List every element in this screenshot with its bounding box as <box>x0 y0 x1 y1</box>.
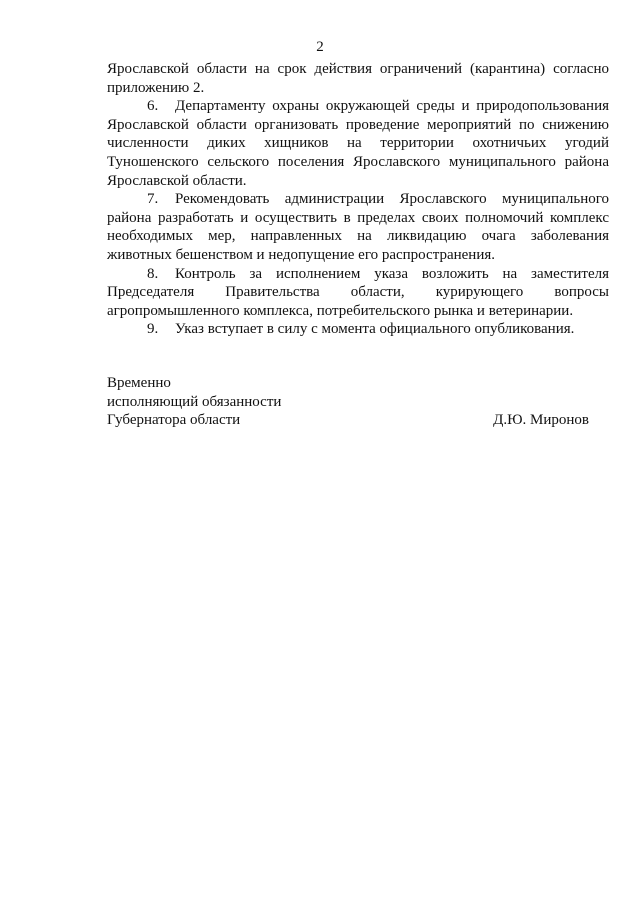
page-number: 2 <box>316 39 324 55</box>
paragraph-item-8 <box>107 265 609 321</box>
paragraph-number: 7. <box>147 191 159 208</box>
paragraph-item-7 <box>107 190 609 264</box>
paragraph-number: 9. <box>147 321 159 338</box>
paragraph-number: 6. <box>147 98 159 115</box>
paragraph-continuation <box>107 60 609 97</box>
signature-block <box>107 374 589 430</box>
signatory-name: Д.Ю. Миронов <box>493 412 589 429</box>
signature-title-line-2: исполняющий обязанности <box>107 393 282 410</box>
signature-title-line-1: Временно <box>107 375 171 391</box>
paragraph-text: Департаменту охраны окружающей среды и природопользования Ярославской области организовать проведение мероприятий по снижению численности диких хищников на территории охотничьих угодий Туношенского сельского поселения Ярославского муниципального района Ярославской области. <box>107 98 609 189</box>
signature-row <box>107 411 589 430</box>
document-body <box>107 60 609 339</box>
paragraph-item-9 <box>107 320 609 339</box>
paragraph-text: Указ вступает в силу с момента официального опубликования. <box>175 321 575 338</box>
paragraph-text: Ярославской области на срок действия ограничений (карантина) согласно приложению 2. <box>107 61 609 96</box>
signature-title-line-3: Губернатора области <box>107 412 241 429</box>
paragraph-text: Рекомендовать администрации Ярославского муниципального района разработать и осуществить в пределах своих полномочий комплекс необходимых мер, направленных на ликвидацию очага заболевания животных бешенством и недопущение его распространения. <box>107 191 609 263</box>
paragraph-text: Контроль за исполнением указа возложить на заместителя Председателя Правительства области, курирующего вопросы агропромышленного комплекса, потребительского рынка и ветеринарии. <box>107 265 609 319</box>
paragraph-number: 8. <box>147 265 159 282</box>
paragraph-item-6 <box>107 97 609 190</box>
